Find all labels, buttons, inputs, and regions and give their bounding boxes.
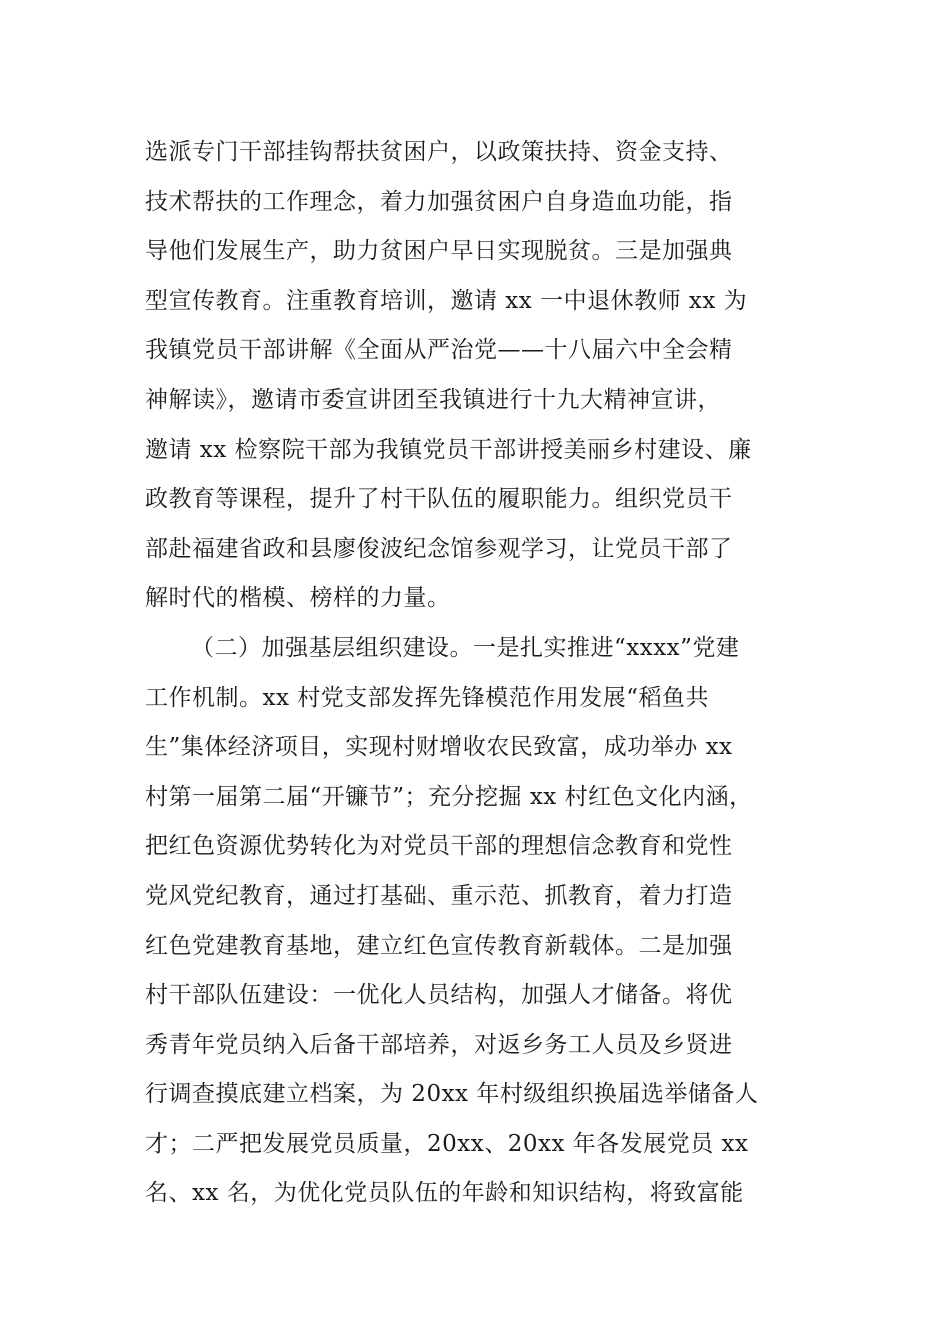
text-line: 把红色资源优势转化为对党员干部的理想信念教育和党性 [145,833,733,860]
text-line: 行调查摸底建立档案，为 20xx 年村级组织换届选举储备人 [145,1081,759,1108]
text-line: 型宣传教育。注重教育培训，邀请 xx 一中退休教师 xx 为 [145,287,748,314]
text-line: 村干部队伍建设：一优化人员结构，加强人才储备。将优 [145,982,733,1009]
text-line: 政教育等课程，提升了村干队伍的履职能力。组织党员干 [145,486,733,513]
text-line: 工作机制。xx 村党支部发挥先锋模范作用发展“稻鱼共 [145,684,710,711]
text-line: 名、xx 名，为优化党员队伍的年龄和知识结构，将致富能 [145,1180,744,1207]
text-line: 邀请 xx 检察院干部为我镇党员干部讲授美丽乡村建设、廉 [145,436,752,463]
text-line: 解时代的楷模、榜样的力量。 [145,585,451,612]
text-line: 技术帮扶的工作理念，着力加强贫困户自身造血功能，指 [145,188,733,215]
text-line: 生”集体经济项目，实现村财增收农民致富，成功举办 xx [145,734,733,761]
text-line: 导他们发展生产，助力贫困户早日实现脱贫。三是加强典 [145,238,733,265]
text-line: 村第一届第二届“开镰节”；充分挖掘 xx 村红色文化内涵， [145,783,753,810]
text-line: 红色党建教育基地，建立红色宣传教育新载体。二是加强 [145,932,733,959]
body-text [145,128,815,1219]
text-line: 才；二严把发展党员质量，20xx、20xx 年各发展党员 xx [145,1130,749,1157]
text-line: 秀青年党员纳入后备干部培养，对返乡务工人员及乡贤进 [145,1031,733,1058]
text-line: 选派专门干部挂钩帮扶贫困户，以政策扶持、资金支持、 [145,139,733,165]
text-line: 我镇党员干部讲解《全面从严治党——十八届六中全会精 [145,337,733,364]
text-line: 神解读》，邀请市委宣讲团至我镇进行十九大精神宣讲， [145,386,721,413]
section-heading-line: （二）加强基层组织建设。一是扎实推进“xxxx”党建 [191,634,740,661]
text-line: 部赴福建省政和县廖俊波纪念馆参观学习，让党员干部了 [145,535,733,562]
text-line: 党风党纪教育，通过打基础、重示范、抓教育，着力打造 [145,882,733,909]
